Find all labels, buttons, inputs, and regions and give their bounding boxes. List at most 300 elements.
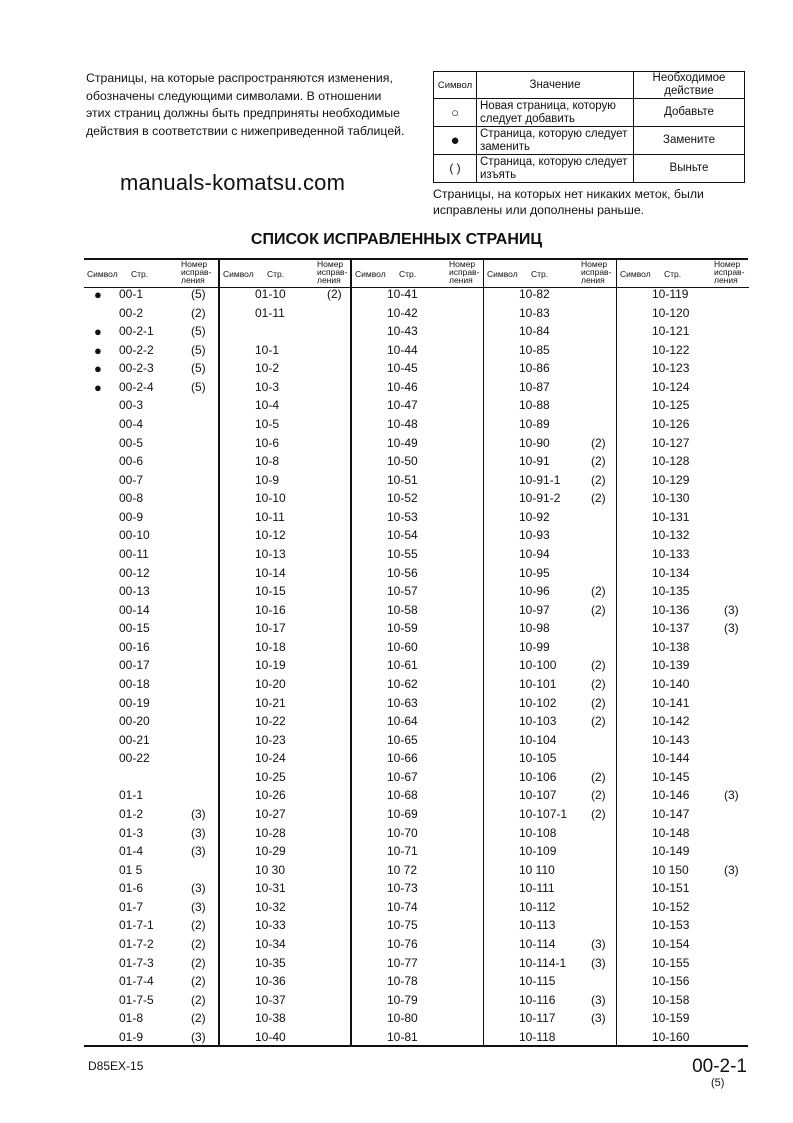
page-number: 10-1 (255, 342, 280, 357)
table-row (352, 380, 482, 398)
symbol-legend-table (433, 71, 745, 183)
page-number: 01-7 (119, 899, 144, 914)
page-number: 10-103 (519, 714, 557, 729)
table-row (84, 863, 214, 881)
table-row (84, 1030, 214, 1048)
table-row (352, 1011, 482, 1029)
page-number: 10-126 (652, 416, 690, 431)
page-number: 10-129 (652, 472, 690, 487)
table-row (84, 677, 214, 695)
page-number: 10-148 (652, 825, 690, 840)
table-row (220, 937, 350, 955)
page-number: 10-58 (387, 602, 418, 617)
table-row (84, 324, 214, 342)
table-row (220, 306, 350, 324)
page-number: 10-156 (652, 974, 690, 989)
page-number: 10-42 (387, 305, 418, 320)
page-number: 10-90 (519, 435, 550, 450)
table-row (220, 1030, 350, 1048)
table-row (352, 844, 482, 862)
table-row (84, 993, 214, 1011)
replace-dot-icon: ● (94, 342, 102, 358)
table-row (352, 603, 482, 621)
page-number: 00-2-3 (119, 361, 154, 376)
page-number: 01-1 (119, 788, 144, 803)
page-number: 10-124 (652, 379, 690, 394)
page-number: 10-10 (255, 491, 286, 506)
page-number: 10-3 (255, 379, 280, 394)
page-number: 10-107 (519, 788, 557, 803)
table-row (84, 733, 214, 751)
table-row (352, 788, 482, 806)
page-number: 10-36 (255, 974, 286, 989)
page-number: 10-23 (255, 732, 286, 747)
table-row (84, 640, 214, 658)
revision-number: (3) (191, 806, 206, 821)
page-number: 00-5 (119, 435, 144, 450)
table-row (84, 473, 214, 491)
table-row (617, 287, 747, 305)
table-row (617, 937, 747, 955)
table-row (352, 677, 482, 695)
table-row (617, 918, 747, 936)
page-number: 00-12 (119, 565, 150, 580)
table-column-group (350, 260, 485, 1045)
table-row (84, 826, 214, 844)
page-number: 10 150 (652, 862, 689, 877)
header-revision: Номер исправ-ления (581, 259, 612, 285)
table-row (352, 473, 482, 491)
table-row (617, 603, 747, 621)
page-number: 10-74 (387, 899, 418, 914)
column-header (617, 260, 749, 288)
table-row (484, 677, 614, 695)
page-number: 10-128 (652, 454, 690, 469)
page-number: 10-55 (387, 546, 418, 561)
page-number: 00-2 (119, 305, 144, 320)
column-header (484, 260, 617, 288)
table-row (352, 1030, 482, 1048)
page-number: 00-17 (119, 658, 150, 673)
page-number: 10-123 (652, 361, 690, 376)
header-page: Стр. (664, 269, 682, 279)
page-number: 10-38 (255, 1011, 286, 1026)
page-number: 10-22 (255, 714, 286, 729)
table-row (84, 361, 214, 379)
table-row (352, 547, 482, 565)
table-row (617, 436, 747, 454)
revised-pages-table (84, 258, 748, 1047)
page-number: 00-19 (119, 695, 150, 710)
page-number: 10-91-1 (519, 472, 561, 487)
table-row (352, 287, 482, 305)
page-number: 10-86 (519, 361, 550, 376)
page-number: 10-5 (255, 416, 280, 431)
table-row (484, 287, 614, 305)
page-number: 10-120 (652, 305, 690, 320)
table-row (84, 510, 214, 528)
table-row (84, 751, 214, 769)
page-number: 10-113 (519, 918, 556, 933)
revision-number: (2) (591, 584, 606, 599)
page-number: 10-121 (652, 324, 690, 339)
table-row (617, 733, 747, 751)
page-number: 01-6 (119, 881, 144, 896)
table-row (617, 1030, 747, 1048)
table-row (352, 454, 482, 472)
revision-number: (3) (191, 825, 206, 840)
table-row (352, 306, 482, 324)
revision-number: (2) (591, 788, 606, 803)
page-number: 10-46 (387, 379, 418, 394)
page-number: 10-92 (519, 509, 550, 524)
page-number: 00-6 (119, 454, 144, 469)
table-row (617, 361, 747, 379)
revision-number: (2) (191, 992, 206, 1007)
table-row (84, 621, 214, 639)
page-number: 10-138 (652, 639, 690, 654)
page-number: 01-10 (255, 287, 286, 301)
table-row (617, 974, 747, 992)
page-number: 10-87 (519, 379, 550, 394)
table-row (84, 1011, 214, 1029)
table-row (352, 640, 482, 658)
parentheses-icon: ( ) (434, 155, 477, 183)
table-row (617, 826, 747, 844)
table-row (220, 640, 350, 658)
table-row (617, 658, 747, 676)
header-symbol: Символ (620, 269, 651, 279)
page-number: 10-158 (652, 992, 690, 1007)
legend-meaning: Страница, которую следует заменить (477, 127, 634, 155)
page-number: 10-99 (519, 639, 550, 654)
page-number: 10-59 (387, 621, 418, 636)
page-number: 01-3 (119, 825, 144, 840)
table-row (220, 566, 350, 584)
table-row (484, 658, 614, 676)
page-number: 10-20 (255, 676, 286, 691)
revision-number: (2) (591, 676, 606, 691)
table-row (352, 807, 482, 825)
table-row (84, 398, 214, 416)
page-title: СПИСОК ИСПРАВЛЕННЫХ СТРАНИЦ (250, 231, 543, 248)
table-row (484, 844, 614, 862)
table-row (84, 528, 214, 546)
page-number: 10-45 (387, 361, 418, 376)
page-number: 10-160 (652, 1029, 690, 1044)
table-row (220, 733, 350, 751)
table-row (617, 398, 747, 416)
revision-number: (3) (724, 862, 739, 877)
header-symbol: Символ (355, 269, 386, 279)
footer-revision: (5) (711, 1077, 725, 1089)
header-symbol: Символ (223, 269, 254, 279)
page-number: 10-144 (652, 751, 690, 766)
table-row (84, 436, 214, 454)
table-row (220, 696, 350, 714)
table-row (484, 1011, 614, 1029)
revision-number: (2) (591, 454, 606, 469)
page-number: 01-7-1 (119, 918, 154, 933)
page-number: 00-11 (119, 546, 149, 561)
page-number: 01-7-2 (119, 936, 154, 951)
table-row (352, 956, 482, 974)
table-row (84, 770, 214, 788)
page-number: 10-14 (255, 565, 286, 580)
table-row (484, 621, 614, 639)
table-row (484, 826, 614, 844)
table-row (84, 956, 214, 974)
table-row (84, 788, 214, 806)
table-row (220, 436, 350, 454)
page-number: 10-48 (387, 416, 418, 431)
page-number: 10-37 (255, 992, 286, 1007)
table-row (220, 863, 350, 881)
page-number: 10-62 (387, 676, 418, 691)
page-number: 10-19 (255, 658, 286, 673)
table-row (84, 900, 214, 918)
revision-number: (3) (191, 844, 206, 859)
revision-number: (3) (724, 602, 739, 617)
table-row (220, 788, 350, 806)
table-row (220, 993, 350, 1011)
page-number: 10-159 (652, 1011, 690, 1026)
page-number: 10-11 (255, 509, 285, 524)
table-row (484, 807, 614, 825)
table-row (84, 603, 214, 621)
page-number: 10-49 (387, 435, 418, 450)
table-row (352, 714, 482, 732)
page-number: 01-4 (119, 844, 144, 859)
replace-dot-icon: ● (94, 287, 102, 302)
page-number: 10-41 (387, 287, 418, 301)
page-number: 10-29 (255, 844, 286, 859)
column-header (84, 260, 218, 288)
table-row (220, 807, 350, 825)
table-row (84, 491, 214, 509)
page-number: 10-57 (387, 584, 418, 599)
page-number: 10-77 (387, 955, 418, 970)
page-number: 10-52 (387, 491, 418, 506)
table-row (484, 380, 614, 398)
revision-number: (3) (191, 881, 206, 896)
table-row (352, 324, 482, 342)
legend-action: Выньте (634, 155, 745, 183)
legend-header-meaning: Значение (477, 72, 634, 99)
table-row (617, 324, 747, 342)
table-row (484, 528, 614, 546)
table-row (352, 658, 482, 676)
page-number: 10-8 (255, 454, 280, 469)
table-row (220, 473, 350, 491)
page-number: 10-151 (652, 881, 690, 896)
table-column-group (483, 260, 617, 1045)
page-number: 10-60 (387, 639, 418, 654)
page-number: 00-7 (119, 472, 144, 487)
table-row (617, 844, 747, 862)
page-number: 10-63 (387, 695, 418, 710)
page-number: 10-88 (519, 398, 550, 413)
table-row (220, 621, 350, 639)
page-number: 10-53 (387, 509, 418, 524)
table-row (352, 398, 482, 416)
revision-number: (3) (591, 955, 606, 970)
table-row (220, 900, 350, 918)
table-row (220, 324, 350, 342)
page-number: 10-105 (519, 751, 557, 766)
page-number: 10-13 (255, 546, 286, 561)
table-row (84, 287, 214, 305)
legend-header-symbol: Символ (434, 72, 477, 99)
page-number: 10-152 (652, 899, 690, 914)
table-row (617, 956, 747, 974)
table-row (220, 770, 350, 788)
page-number: 10-56 (387, 565, 418, 580)
table-row (484, 324, 614, 342)
page-number: 10-153 (652, 918, 690, 933)
page-number: 00-21 (119, 732, 150, 747)
revision-number: (2) (591, 806, 606, 821)
page-number: 01-7-3 (119, 955, 154, 970)
revision-number: (2) (591, 435, 606, 450)
table-row (484, 473, 614, 491)
page-number: 10-33 (255, 918, 286, 933)
table-row (84, 918, 214, 936)
legend-row-replace (434, 127, 745, 155)
legend-action: Замените (634, 127, 745, 155)
page-number: 00-15 (119, 621, 150, 636)
page-number: 10-122 (652, 342, 690, 357)
table-row (484, 454, 614, 472)
table-row (617, 343, 747, 361)
page-number: 10-31 (255, 881, 286, 896)
table-row (84, 380, 214, 398)
page-number: 10-132 (652, 528, 690, 543)
header-page: Стр. (531, 269, 549, 279)
page-number: 10-25 (255, 769, 286, 784)
table-row (617, 640, 747, 658)
table-row (84, 881, 214, 899)
table-row (220, 714, 350, 732)
page-number: 10-50 (387, 454, 418, 469)
table-row (84, 658, 214, 676)
page-number: 00-3 (119, 398, 144, 413)
page-number: 10-143 (652, 732, 690, 747)
table-row (352, 696, 482, 714)
page-number: 10-70 (387, 825, 418, 840)
table-row (484, 361, 614, 379)
page-number: 10-79 (387, 992, 418, 1007)
table-row (617, 881, 747, 899)
table-row (352, 621, 482, 639)
table-row (220, 491, 350, 509)
page-number: 10-97 (519, 602, 550, 617)
page-number: 10-51 (387, 472, 418, 487)
table-row (220, 528, 350, 546)
revision-number: (2) (191, 1011, 206, 1026)
footer-model: D85EX-15 (88, 1059, 144, 1073)
page-number: 00-18 (119, 676, 150, 691)
table-row (484, 566, 614, 584)
revision-number: (3) (191, 899, 206, 914)
table-row (484, 751, 614, 769)
table-row (352, 751, 482, 769)
header-revision: Номер исправ-ления (714, 259, 745, 285)
page-number: 10 72 (387, 862, 418, 877)
watermark: manuals-komatsu.com (120, 170, 346, 195)
page-number: 01-7-4 (119, 974, 154, 989)
page-number: 00-10 (119, 528, 150, 543)
table-row (84, 584, 214, 602)
table-row (352, 900, 482, 918)
table-row (352, 510, 482, 528)
page-number: 10-149 (652, 844, 690, 859)
table-row (484, 640, 614, 658)
revision-number: (5) (191, 342, 206, 357)
table-row (352, 436, 482, 454)
page-number: 10 30 (255, 862, 286, 877)
page-number: 00-8 (119, 491, 144, 506)
page-number: 00-20 (119, 714, 150, 729)
table-row (484, 547, 614, 565)
page-number: 10-65 (387, 732, 418, 747)
page-number: 10-69 (387, 806, 418, 821)
table-row (84, 696, 214, 714)
table-row (352, 863, 482, 881)
page-number: 10-12 (255, 528, 286, 543)
header-page: Стр. (267, 269, 285, 279)
page-number: 10-44 (387, 342, 418, 357)
page-number: 10-137 (652, 621, 690, 636)
filled-circle-icon: ● (434, 127, 477, 155)
revision-number: (2) (327, 287, 342, 301)
page-number: 10-134 (652, 565, 690, 580)
legend-meaning: Страница, которую следует изъять (477, 155, 634, 183)
table-row (352, 826, 482, 844)
table-row (484, 770, 614, 788)
table-row (484, 900, 614, 918)
revision-number: (3) (591, 992, 606, 1007)
page-number: 01-2 (119, 806, 144, 821)
page-number: 10-125 (652, 398, 690, 413)
intro-text: Страницы, на которые распространяются изменения, обозначены следующими символами. В отношении этих страниц должны быть предприняты необходимые действия в соответствии с нижеприведенной таблицей. (86, 71, 405, 138)
table-row (220, 510, 350, 528)
table-row (617, 770, 747, 788)
page-number: 10-85 (519, 342, 550, 357)
table-column-group (218, 260, 352, 1045)
page-number: 10-146 (652, 788, 690, 803)
revision-number: (2) (591, 472, 606, 487)
page-number: 10-61 (387, 658, 418, 673)
table-row (84, 714, 214, 732)
table-row (617, 621, 747, 639)
page-number: 10-4 (255, 398, 280, 413)
table-row (617, 863, 747, 881)
legend-row-remove (434, 155, 745, 183)
page-number: 10-102 (519, 695, 557, 710)
table-row (220, 1011, 350, 1029)
page-number: 10-112 (519, 899, 556, 914)
page-number: 10-91-2 (519, 491, 561, 506)
table-row (484, 714, 614, 732)
page-number: 10-93 (519, 528, 550, 543)
page-number: 10-101 (519, 676, 557, 691)
table-row (484, 993, 614, 1011)
table-column-group (84, 260, 218, 1045)
table-row (484, 788, 614, 806)
page-number: 00-13 (119, 584, 150, 599)
table-row (617, 566, 747, 584)
